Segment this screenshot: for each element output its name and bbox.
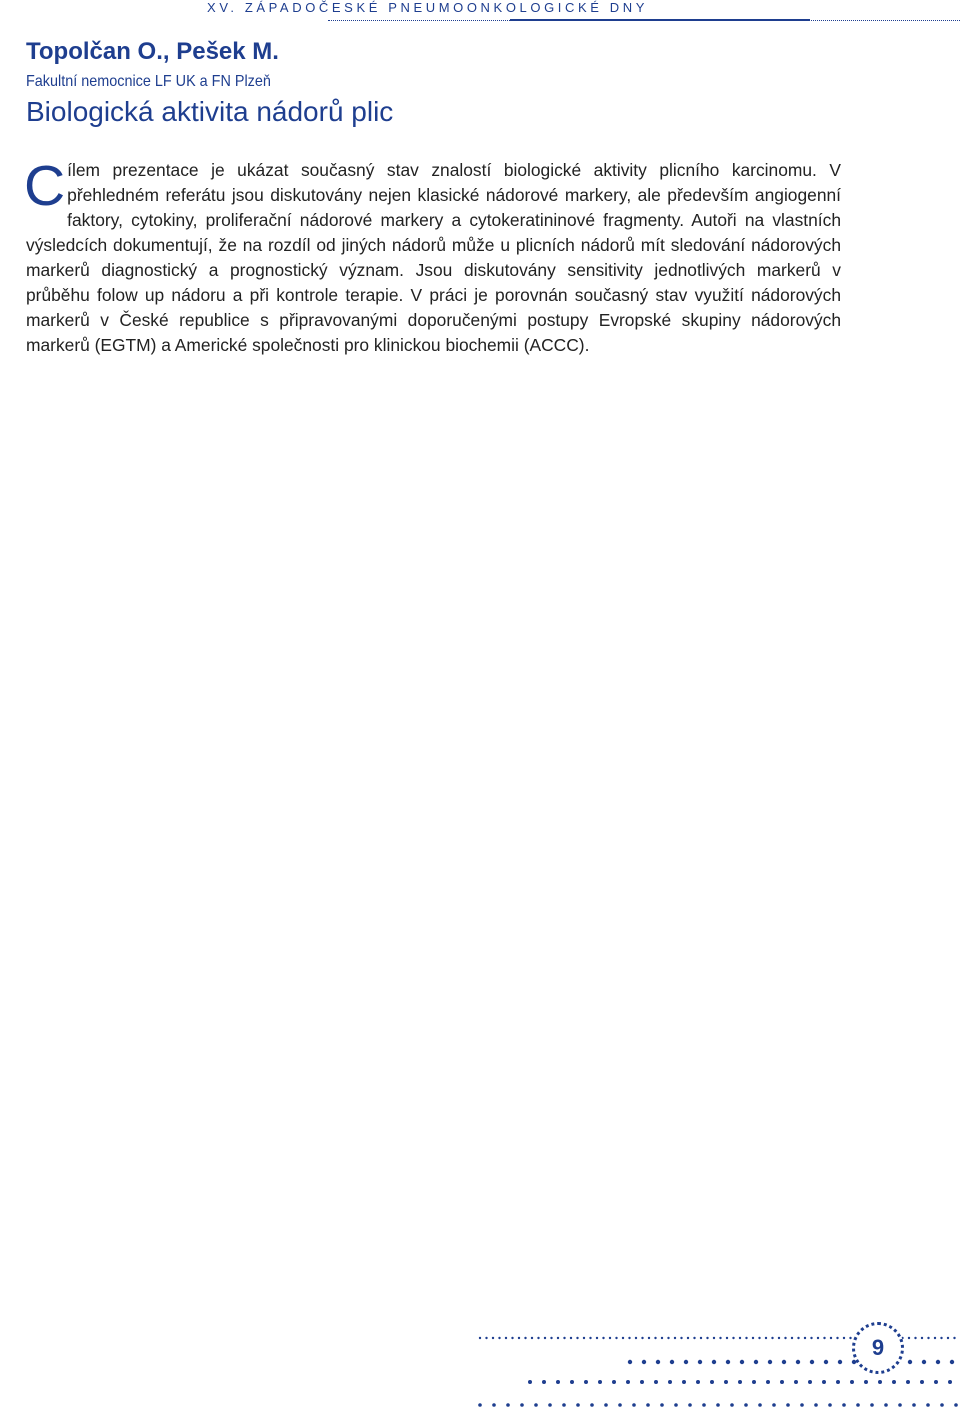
page-number: 9 xyxy=(852,1322,904,1374)
article-abstract xyxy=(24,154,841,358)
header-solid-rule xyxy=(510,19,810,21)
running-header xyxy=(200,0,960,24)
running-title: XV. ZÁPADOČESKÉ PNEUMOONKOLOGICKÉ DNY xyxy=(207,0,648,15)
article-authors: Topolčan O., Pešek M. xyxy=(26,38,279,65)
abstract-dropcap: C xyxy=(24,154,66,218)
article-institution: Fakultní nemocnice LF UK a FN Plzeň xyxy=(26,73,271,90)
article-title: Biologická aktivita nádorů plic xyxy=(26,96,394,127)
abstract-body: ílem prezentace je ukázat současný stav znalostí biologické aktivity plicního karcinomu. V přehledném referátu jsou diskutovány nejen klasické nádorové markery, ale především angiogenní faktory, cytokiny, proliferační nádorové markery a cytokeratininové fragmenty. Autoři na vlastních výsledcích dokumentují, že na rozdíl od jiných nádorů může u plicních nádorů mít sledování nádorových markerů diagnostický a prognostický význam. Jsou diskutovány sensitivity jednotlivých markerů v průběhu folow up nádoru a při kontrole terapie. V práci je porovnán současný stav využití nádorových markerů v České republice s připravovanými doporučenými postupy Evropské skupiny nádorových markerů (EGTM) a Americké společnosti pro klinickou biochemii (ACCC). xyxy=(26,160,841,355)
